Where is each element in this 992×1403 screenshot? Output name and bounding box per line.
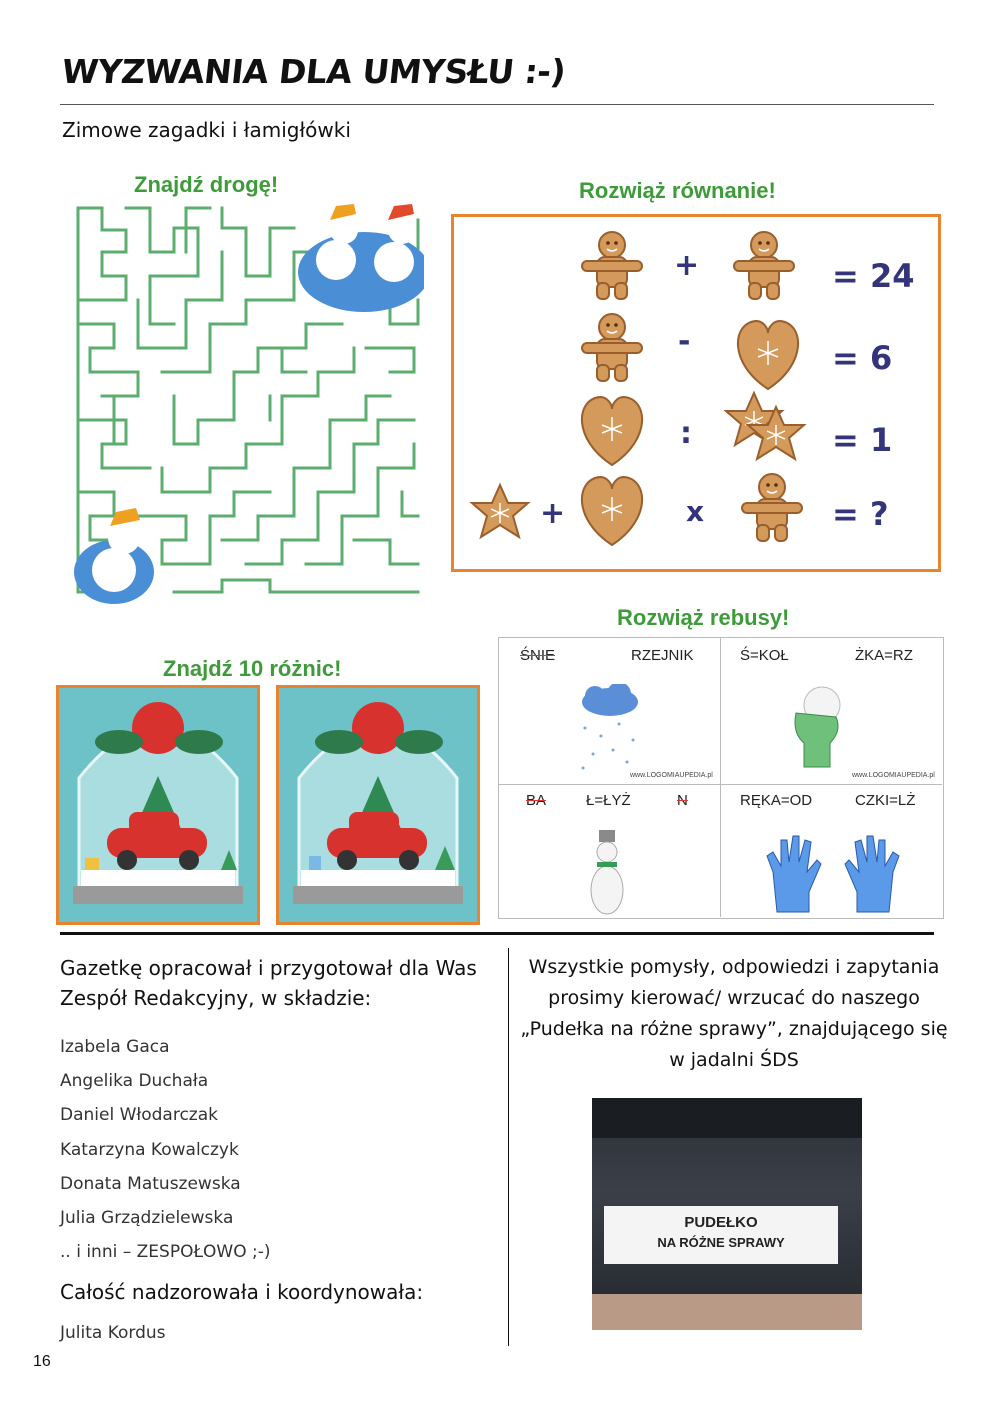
equation-result: = 6	[832, 339, 893, 377]
header-divider	[60, 104, 934, 105]
equation-result: = 24	[832, 257, 915, 295]
snowman-bottom-icon	[74, 508, 154, 604]
gingerbread-man-icon	[734, 232, 794, 299]
equation-operator: x	[686, 495, 705, 528]
snowmen-top-icon	[298, 204, 424, 312]
rebus-text: ŚNIE	[520, 647, 556, 664]
gingerbread-man-icon	[582, 232, 642, 299]
rebus-text: ŻKA=RZ	[855, 647, 913, 664]
snow-globe-illustration	[279, 688, 477, 922]
team-member: Angelika Duchała	[60, 1071, 209, 1091]
column-divider	[508, 948, 509, 1346]
gingerbread-heart-icon	[738, 321, 798, 389]
gingerbread-star-icon	[472, 485, 528, 537]
gingerbread-heart-icon	[582, 477, 642, 545]
equation-operator: :	[680, 416, 692, 451]
rebus-text: CZKI=LŻ	[855, 792, 916, 809]
supervisor-name: Julita Kordus	[60, 1323, 166, 1343]
differences-picture-right[interactable]	[276, 685, 480, 925]
rebus-watermark: www.LOGOMIAUPEDIA.pl	[852, 772, 935, 779]
equation-operator: -	[678, 324, 691, 359]
box-label-line: NA RÓŻNE SPRAWY	[657, 1235, 785, 1250]
rebus-heading: Rozwiąż rebusy!	[617, 605, 790, 630]
equation-result: = ?	[832, 495, 889, 533]
equation-result: = 1	[832, 421, 893, 459]
credits-heading: Gazetkę opracował i przygotował dla Was Zespół Redakcyjny, w składzie:	[60, 956, 477, 1010]
snow-globe-illustration	[59, 688, 257, 922]
box-photo	[592, 1098, 862, 1330]
equation-operator: +	[540, 496, 566, 531]
rebus-text: Ł=ŁYŻ	[586, 792, 631, 809]
contact-text: Wszystkie pomysły, odpowiedzi i zapytania prosimy kierować/ wrzucać do naszego „Pudełka na różne sprawy”, znajdującego się w jadalni ŚDS	[520, 956, 948, 1071]
snowman-icon	[585, 828, 629, 916]
rebus-text: BA	[526, 792, 547, 809]
rebus-text: RĘKA=OD	[740, 792, 813, 809]
rebus-text: N	[677, 792, 688, 809]
differences-heading: Znajdź 10 różnic!	[163, 656, 342, 681]
glove-snowball-icon	[786, 683, 846, 773]
page-number: 16	[33, 1353, 51, 1370]
equation-operator: +	[674, 248, 700, 283]
rebus-text: RZEJNIK	[631, 647, 694, 664]
maze-heading: Znajdź drogę!	[134, 172, 279, 197]
team-member: Izabela Gaca	[60, 1037, 170, 1057]
team-member: Katarzyna Kowalczyk	[60, 1140, 239, 1160]
gingerbread-man-icon	[742, 474, 802, 541]
equations-heading: Rozwiąż równanie!	[579, 178, 776, 203]
rebus-text: Ś=KOŁ	[740, 647, 789, 664]
page-title: WYZWANIA DLA UMYSŁU :-)	[59, 52, 568, 91]
box-label-line: PUDEŁKO	[684, 1214, 758, 1231]
equations-graphic	[454, 217, 932, 563]
team-member: Daniel Włodarczak	[60, 1105, 218, 1125]
team-member: .. i inni – ZESPOŁOWO ;-)	[60, 1242, 271, 1262]
differences-picture-left[interactable]	[56, 685, 260, 925]
cloud-snow-icon	[575, 684, 645, 774]
gloves-icon	[763, 832, 903, 916]
rebus-divider	[498, 784, 942, 785]
team-member: Donata Matuszewska	[60, 1174, 241, 1194]
box-label	[604, 1206, 838, 1264]
supervisor-heading: Całość nadzorowała i koordynowała:	[60, 1280, 424, 1304]
section-divider	[60, 932, 934, 935]
page-subtitle: Zimowe zagadki i łamigłówki	[62, 118, 351, 142]
maze-illustration	[74, 200, 424, 610]
rebus-divider	[720, 637, 721, 917]
rebus-watermark: www.LOGOMIAUPEDIA.pl	[630, 772, 713, 779]
team-member: Julia Grządzielewska	[60, 1208, 234, 1228]
gingerbread-man-icon	[582, 314, 642, 381]
gingerbread-heart-icon	[582, 397, 642, 465]
